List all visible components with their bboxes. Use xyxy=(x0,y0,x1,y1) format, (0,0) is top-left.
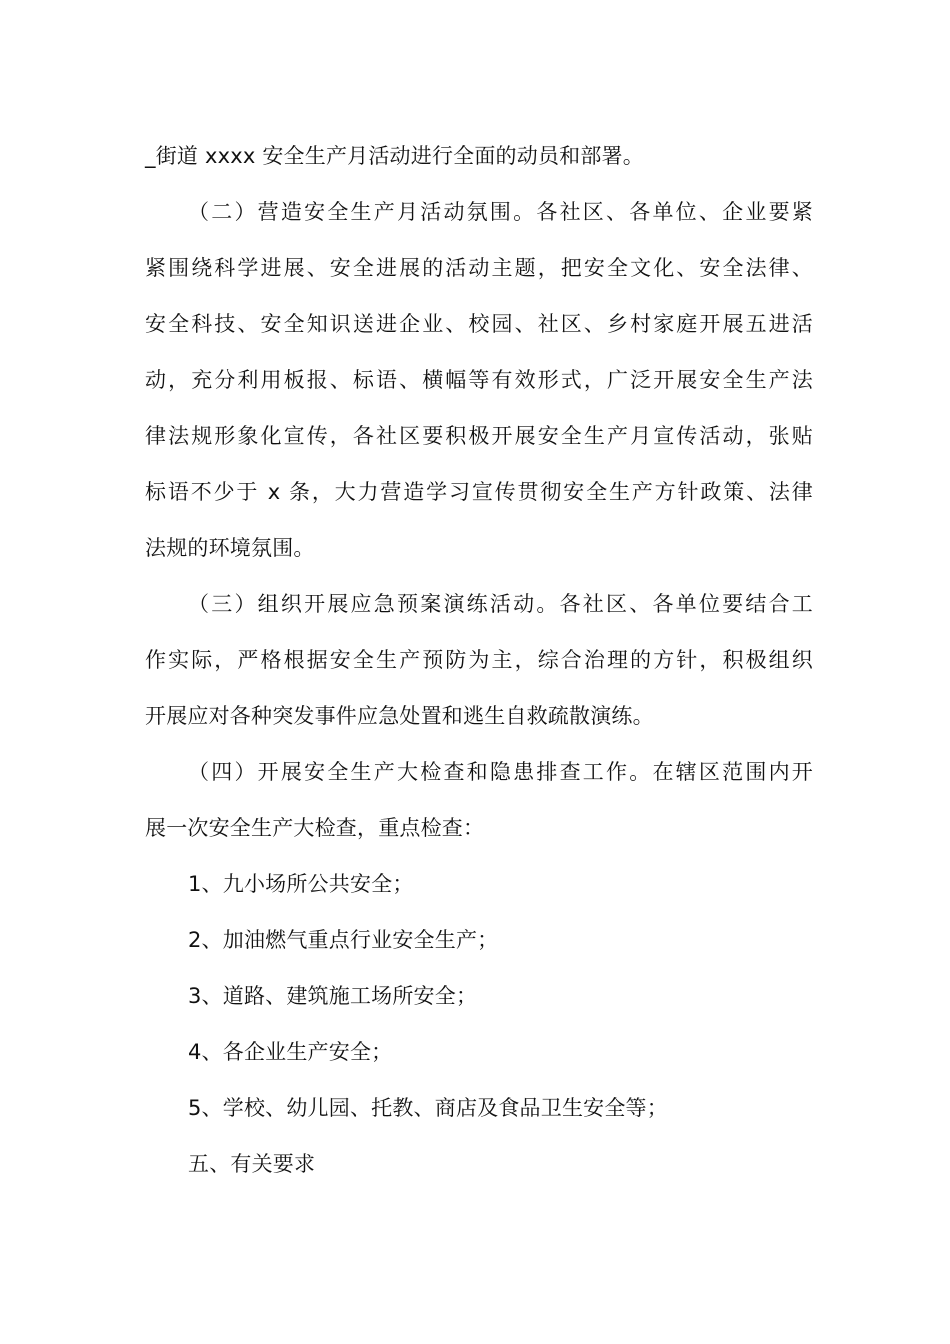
paragraph-line: 展一次安全生产大检查，重点检查： xyxy=(145,816,485,840)
paragraph-line: 作实际，严格根据安全生产预防为主，综合治理的方针，积极组织 xyxy=(145,648,813,672)
document-body xyxy=(145,128,813,1192)
paragraph-line: 法规的环境氛围。 xyxy=(145,536,315,560)
paragraph-line: （三）组织开展应急预案演练活动。各社区、各单位要结合工 xyxy=(188,592,813,616)
paragraph-line: 标语不少于 x 条，大力营造学习宣传贯彻安全生产方针政策、法律 xyxy=(145,480,813,504)
paragraph-line: （二）营造安全生产月活动氛围。各社区、各单位、企业要紧 xyxy=(188,200,813,224)
paragraph-line: 开展应对各种突发事件应急处置和逃生自救疏散演练。 xyxy=(145,704,654,728)
section-heading: 五、有关要求 xyxy=(188,1152,316,1176)
paragraph-line: （四）开展安全生产大检查和隐患排查工作。在辖区范围内开 xyxy=(188,760,813,784)
paragraph-line: 安全科技、安全知识送进企业、校园、社区、乡村家庭开展五进活 xyxy=(145,312,813,336)
paragraph-line: 律法规形象化宣传，各社区要积极开展安全生产月宣传活动，张贴 xyxy=(145,424,813,448)
paragraph-line: 动，充分利用板报、标语、横幅等有效形式，广泛开展安全生产法 xyxy=(145,368,813,392)
list-item: 1、九小场所公共安全； xyxy=(188,872,414,896)
paragraph-line: 紧围绕科学进展、安全进展的活动主题，把安全文化、安全法律、 xyxy=(145,256,813,280)
list-item: 3、道路、建筑施工场所安全； xyxy=(188,984,478,1008)
list-item: 4、各企业生产安全； xyxy=(188,1040,393,1064)
list-item: 2、加油燃气重点行业安全生产； xyxy=(188,928,499,952)
paragraph-line: _街道 xxxx 安全生产月活动进行全面的动员和部署。 xyxy=(145,144,644,168)
list-item: 5、学校、幼儿园、托教、商店及食品卫生安全等； xyxy=(188,1096,668,1120)
